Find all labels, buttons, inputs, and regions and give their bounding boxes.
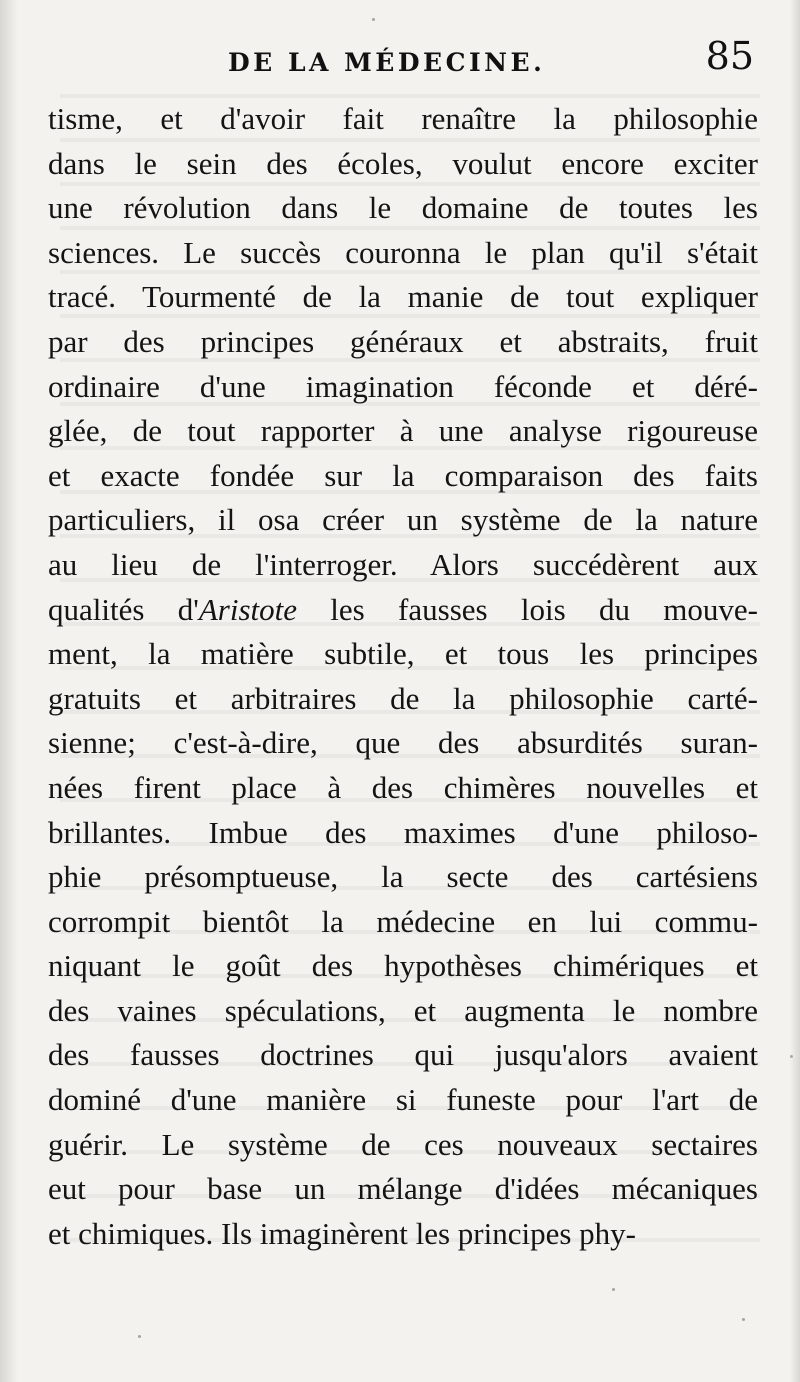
text-line: par des principes généraux et abstraits, fruit: [48, 323, 758, 359]
text-line: sienne; c'est-à-dire, que des absurdités suran-: [48, 725, 758, 761]
text-line: tisme, et d'avoir fait renaître la philosophie: [48, 101, 758, 136]
text-line-with-italic: [48, 588, 758, 633]
text-line: niquant le goût des hypothèses chimériques et: [48, 948, 758, 984]
text-line: phie présomptueuse, la secte des cartésiens: [48, 859, 758, 895]
text-line: des fausses doctrines qui jusqu'alors avaient: [48, 1037, 758, 1073]
italic-name: Aristote: [198, 591, 297, 627]
text-line: guérir. Le système de ces nouveaux sectaires: [48, 1126, 758, 1162]
text-line: ment, la matière subtile, et tous les principes: [48, 636, 758, 672]
page-number: 85: [705, 34, 754, 78]
text-line: nées firent place à des chimères nouvelles et: [48, 769, 758, 805]
text-line: une révolution dans le domaine de toutes les: [48, 190, 758, 226]
text-line: des vaines spéculations, et augmenta le nombre: [48, 992, 758, 1028]
text-fragment: qualités d': [48, 591, 199, 627]
running-head: DE LA MÉDECINE.: [228, 48, 546, 77]
text-line: brillantes. Imbue des maximes d'une philoso-: [48, 814, 758, 850]
page-header: [48, 34, 760, 94]
text-fragment: les fausses lois du mouve-: [297, 591, 758, 627]
text-line: tracé. Tourmenté de la manie de tout expliquer: [48, 279, 758, 315]
text-line: et exacte fondée sur la comparaison des faits: [48, 457, 758, 493]
text-line: ordinaire d'une imagination féconde et déré-: [48, 368, 758, 404]
text-line: gratuits et arbitraires de la philosophie carté-: [48, 680, 758, 716]
text-line: particuliers, il osa créer un système de la nature: [48, 502, 758, 538]
text-line: eut pour base un mélange d'idées mécaniques: [48, 1171, 758, 1207]
text-line: et chimiques. Ils imaginèrent les principes phy-: [48, 1215, 636, 1251]
text-line: au lieu de l'interroger. Alors succédèrent aux: [48, 546, 758, 582]
body-text: [48, 97, 758, 1256]
text-line: dominé d'une manière si funeste pour l'art de: [48, 1082, 758, 1118]
text-line: dans le sein des écoles, voulut encore exciter: [48, 145, 758, 181]
text-line: corrompit bientôt la médecine en lui commu-: [48, 903, 758, 939]
text-line: glée, de tout rapporter à une analyse rigoureuse: [48, 413, 758, 449]
text-line: sciences. Le succès couronna le plan qu'il s'était: [48, 234, 758, 270]
